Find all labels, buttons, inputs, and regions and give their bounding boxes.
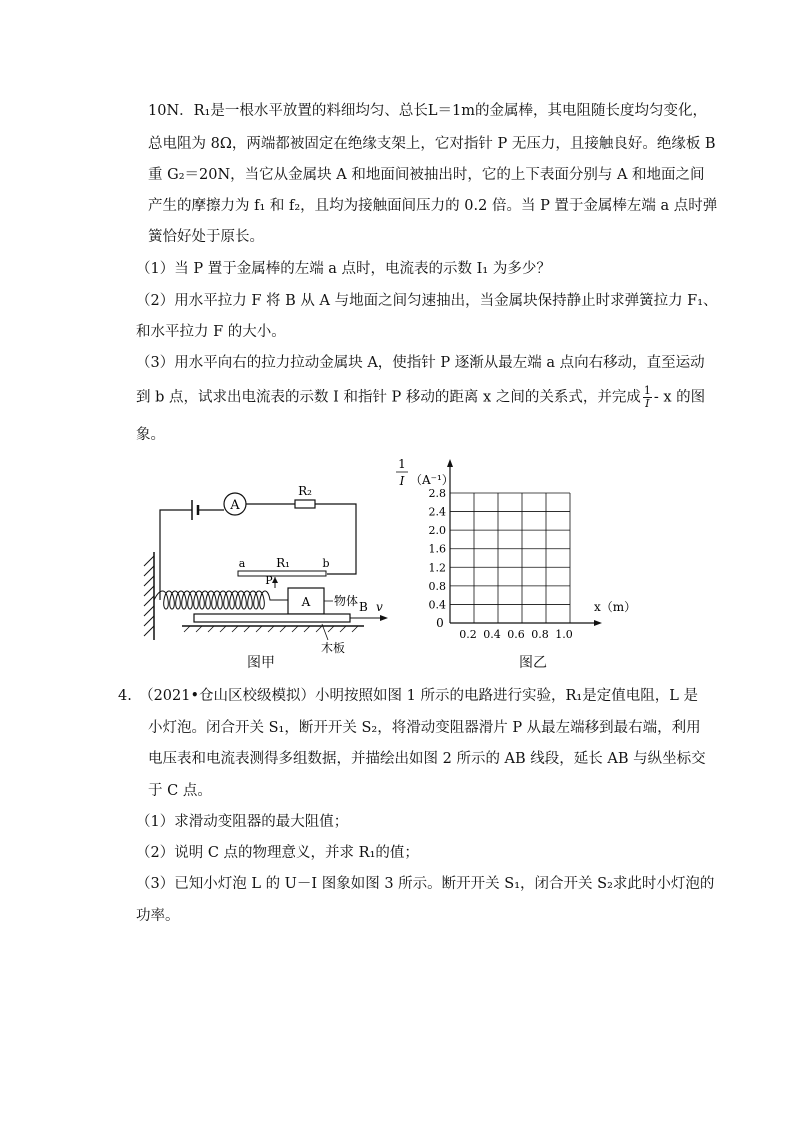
x-axis-arrow-icon [594,620,602,626]
x-tick-label: 0.4 [483,628,501,641]
rod-end-a-label: a [238,557,246,570]
ground-hatching [184,626,358,632]
velocity-label: v [376,600,383,614]
problem4-question-3-line-2: 功率。 [136,908,180,924]
pointer-p-label: P [265,574,273,587]
problem4-question-2: （2）说明 C 点的物理意义，并求 R₁的值； [136,845,419,861]
question-3-line-2 [136,385,705,410]
y-label-denominator: I [399,474,405,488]
fraction-1-over-i [643,385,652,410]
y-axis-arrow-icon [447,459,453,467]
metal-rod-r1 [238,571,326,576]
problem3-line-1: 10N．R₁是一根水平放置的料细均匀、总长L＝1m的金属棒，其电阻随长度均匀变化， [148,103,707,119]
rod-end-b-label: b [322,557,330,570]
question-3-text-pre: 到 b 点，试求出电流表的示数 I 和指针 P 移动的距离 x 之间的关系式，并完成 [136,389,641,406]
problem3-line-3: 重 G₂＝20N，当它从金属块 A 和地面间被抽出时，它的上下表面分别与 A 和地面之间 [148,167,705,183]
ammeter-label: A [230,498,240,513]
figure-a-caption: 图甲 [247,655,275,671]
y-tick-label: 2.4 [428,505,446,519]
question-2-line-1: （2）用水平拉力 F 将 B 从 A 与地面之间匀速抽出，当金属块保持静止时求弹簧拉力 F₁、 [136,293,718,309]
question-2-line-2: 和水平拉力 F 的大小。 [136,324,286,340]
question-3-line-1: （3）用水平向右的拉力拉动金属块 A，使指针 P 逐渐从最左端 a 点向右移动，直至运动 [136,355,705,371]
problem4-question-1: （1）求滑动变阻器的最大阻值； [136,814,349,830]
x-tick-label: 0.6 [507,628,525,641]
origin-label: 0 [436,616,444,630]
fraction-denominator: I [645,397,650,410]
spring [154,591,288,609]
problem4-line-3: 电压表和电流表测得多组数据，并描绘出如图 2 所示的 AB 线段，延长 AB 与纵坐标交 [148,751,706,767]
problem4-line-1: 4. （2021•仓山区校级模拟）小明按照如图 1 所示的电路进行实验，R₁是定值电阻，L 是 [118,688,698,704]
x-axis-label: x（m） [594,600,637,614]
figure-b-caption: 图乙 [519,655,547,671]
problem4-line-2: 小灯泡。闭合开关 S₁，断开开关 S₂，将滑动变阻器滑片 P 从最左端移到最右端，利用 [148,720,701,736]
question-3-line-3: 象。 [136,427,165,443]
figure-b-chart [390,455,640,645]
problem3-line-2: 总电阻为 8Ω，两端都被固定在绝缘支架上，它对指针 P 无压力，且接触良好。绝缘板 B [148,136,716,152]
wall-hatching [144,556,154,636]
fraction-numerator: 1 [643,384,651,397]
problem4-question-3-line-1: （3）已知小灯泡 L 的 U－I 图象如图 3 所示。断开开关 S₁，闭合开关 S₂求此时小灯泡的 [136,876,715,892]
question-3-text-post: - x 的图 [653,389,706,406]
resistor-r2 [295,500,315,508]
problem3-line-4: 产生的摩擦力为 f₁ 和 f₂，且均为接触面间压力的 0.2 倍。当 P 置于金属棒左端 a 点时弹 [148,198,718,214]
y-tick-label: 1.6 [428,542,446,556]
y-tick-label: 2.8 [428,487,446,500]
y-tick-label: 1.2 [428,561,446,575]
x-tick-label: 1.0 [555,628,573,641]
x-tick-label: 0.8 [531,628,549,641]
board-name-label: 木板 [320,641,346,655]
y-unit-label: （A⁻¹） [410,473,454,487]
velocity-arrow-icon [380,615,388,621]
wire-left [160,510,192,600]
pointer-arrow-icon [272,577,278,583]
grid-lines [450,493,570,623]
r2-label: R₂ [298,484,312,498]
y-tick-label: 0.8 [428,579,446,593]
block-a-label: A [301,595,311,609]
insulating-board-b [194,614,350,622]
figure-a-circuit [140,480,400,660]
problem4-line-4: 于 C 点。 [148,783,212,799]
y-tick-label: 2.0 [428,524,446,538]
wire-right [315,504,356,574]
y-tick-label: 0.4 [428,598,446,612]
question-1: （1）当 P 置于金属棒的左端 a 点时，电流表的示数 I₁ 为多少？ [136,261,551,277]
r1-label: R₁ [276,556,290,570]
board-b-label: B [359,600,368,614]
object-label: 物体 [334,594,359,608]
y-label-numerator: 1 [398,457,406,471]
x-tick-label: 0.2 [459,628,477,641]
problem3-line-5: 簧恰好处于原长。 [148,229,264,245]
